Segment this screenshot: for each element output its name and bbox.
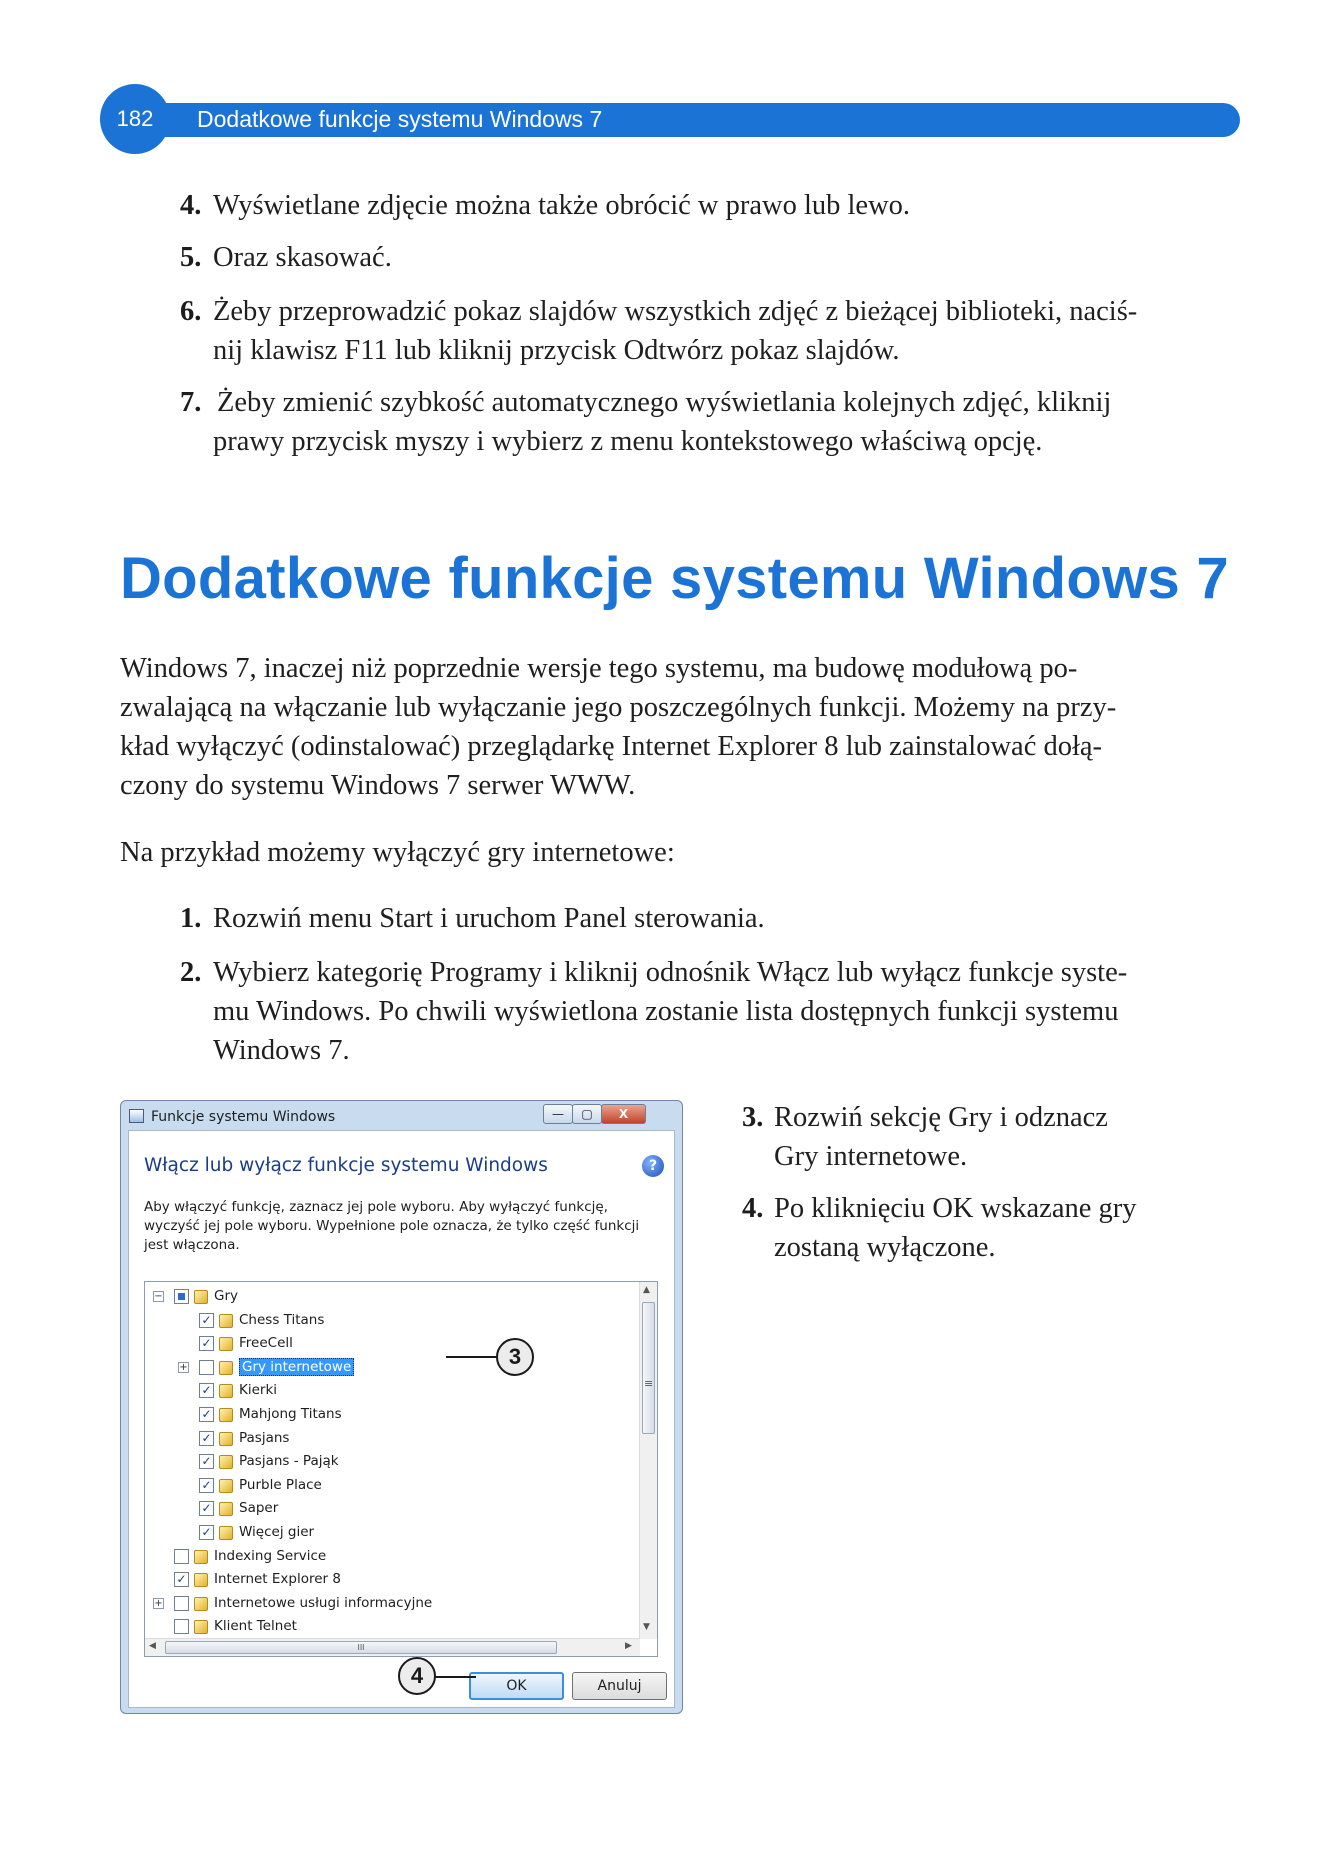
step-number: 1. xyxy=(180,903,202,934)
tree-row[interactable] xyxy=(145,1380,635,1402)
step-line: Windows 7. xyxy=(213,1035,350,1066)
folder-icon xyxy=(219,1337,233,1351)
step-line: nij klawisz F11 lub kliknij przycisk Odtwórz pokaz slajdów. xyxy=(213,335,900,366)
step-text xyxy=(774,1098,1108,1176)
description-line: Aby włączyć funkcję, zaznacz jej pole wyboru. Aby wyłączyć funkcję, xyxy=(144,1199,608,1215)
tree-row[interactable] xyxy=(145,1569,635,1591)
tree-row[interactable] xyxy=(145,1616,635,1638)
feature-checkbox[interactable] xyxy=(174,1619,189,1634)
feature-label[interactable]: Indexing Service xyxy=(214,1547,327,1564)
step-line: Po kliknięciu OK wskazane gry xyxy=(774,1193,1137,1224)
tree-row[interactable] xyxy=(145,1475,635,1497)
step-line: Rozwiń menu Start i uruchom Panel sterowania. xyxy=(213,903,765,934)
horizontal-scroll-thumb[interactable]: III xyxy=(165,1641,557,1654)
callout-leader-line xyxy=(446,1356,498,1358)
step-line: Wybierz kategorię Programy i kliknij odnośnik Włącz lub wyłącz funkcje syste- xyxy=(213,957,1128,988)
maximize-button[interactable]: ▢ xyxy=(572,1104,602,1124)
step-number: 4. xyxy=(742,1193,764,1224)
step-line: mu Windows. Po chwili wyświetlona zostanie lista dostępnych funkcji systemu xyxy=(213,996,1119,1027)
tree-row[interactable] xyxy=(145,1546,635,1568)
step-number: 6. xyxy=(180,296,202,327)
scroll-up-arrow-icon[interactable]: ▲ xyxy=(643,1285,650,1295)
paragraph-line: kład wyłączyć (odinstalować) przeglądarkę Internet Explorer 8 lub zainstalować dołą- xyxy=(120,731,1103,762)
close-button[interactable]: X xyxy=(601,1104,646,1124)
paragraph-line: Windows 7, inaczej niż poprzednie wersje tego systemu, ma budowę modułową po- xyxy=(120,653,1078,684)
windows-features-dialog xyxy=(120,1100,683,1714)
feature-checkbox[interactable]: ✓ xyxy=(199,1525,214,1540)
tree-row[interactable] xyxy=(145,1498,635,1520)
tree-row[interactable] xyxy=(145,1404,635,1426)
tree-row[interactable] xyxy=(145,1593,635,1615)
step-number: 4. xyxy=(180,190,202,221)
step-text xyxy=(213,186,910,225)
feature-label[interactable]: Gry xyxy=(214,1288,239,1304)
feature-label[interactable]: Saper xyxy=(239,1500,279,1517)
folder-icon xyxy=(219,1432,233,1446)
collapse-icon[interactable]: − xyxy=(154,1291,163,1302)
section-title: Dodatkowe funkcje systemu Windows 7 xyxy=(120,546,1229,611)
feature-checkbox[interactable] xyxy=(174,1549,189,1564)
folder-icon xyxy=(194,1620,208,1634)
callout-marker: 3 xyxy=(496,1338,534,1376)
feature-checkbox[interactable]: ✓ xyxy=(174,1572,189,1587)
scroll-down-arrow-icon[interactable]: ▼ xyxy=(643,1622,650,1632)
folder-icon xyxy=(194,1573,208,1587)
description-line: wyczyść jej pole wyboru. Wypełnione pole oznacza, że tylko część funkcji xyxy=(144,1218,640,1234)
folder-icon xyxy=(194,1290,208,1304)
description-line: jest włączona. xyxy=(144,1237,240,1253)
feature-label[interactable]: Gry internetowe xyxy=(239,1358,354,1376)
vertical-scrollbar[interactable] xyxy=(639,1282,657,1639)
feature-label[interactable]: Purble Place xyxy=(239,1476,322,1493)
step-text xyxy=(774,1189,1137,1267)
tree-row[interactable] xyxy=(145,1310,635,1332)
step-line: Żeby przeprowadzić pokaz slajdów wszystkich zdjęć z bieżącej biblioteki, naciś- xyxy=(213,296,1138,327)
tree-row[interactable] xyxy=(145,1451,635,1473)
callout-leader-line xyxy=(434,1676,476,1678)
step-number: 5. xyxy=(180,242,202,273)
tree-row[interactable] xyxy=(145,1428,635,1450)
step-number: 2. xyxy=(180,957,202,988)
expand-icon[interactable]: + xyxy=(179,1361,188,1373)
folder-icon xyxy=(194,1550,208,1564)
feature-label[interactable]: Chess Titans xyxy=(239,1311,325,1328)
scroll-right-arrow-icon[interactable]: ▶ xyxy=(625,1641,632,1651)
dialog-content xyxy=(128,1130,675,1708)
step-text xyxy=(213,292,1137,370)
horizontal-scrollbar[interactable] xyxy=(145,1638,640,1656)
step-line: prawy przycisk myszy i wybierz z menu kontekstowego właściwą opcję. xyxy=(213,426,1043,457)
dialog-description xyxy=(144,1198,639,1255)
dialog-heading: Włącz lub wyłącz funkcje systemu Windows xyxy=(144,1155,548,1176)
feature-label[interactable]: Mahjong Titans xyxy=(239,1406,342,1422)
feature-checkbox[interactable]: ✓ xyxy=(199,1383,214,1398)
feature-label[interactable]: Kierki xyxy=(239,1382,278,1399)
scroll-grip-icon: ≡ xyxy=(644,1377,654,1390)
features-tree[interactable] xyxy=(144,1281,658,1657)
feature-label[interactable]: Internet Explorer 8 xyxy=(214,1571,341,1588)
help-icon[interactable]: ? xyxy=(642,1155,664,1177)
paragraph-line: czony do systemu Windows 7 serwer WWW. xyxy=(120,770,636,801)
running-title: Dodatkowe funkcje systemu Windows 7 xyxy=(197,106,603,132)
step-number: 7. xyxy=(180,387,202,418)
feature-label[interactable]: Klient Telnet xyxy=(214,1618,297,1635)
dialog-titlebar[interactable] xyxy=(121,1101,682,1129)
tree-row[interactable] xyxy=(145,1522,635,1544)
minimize-button[interactable]: — xyxy=(543,1104,573,1124)
feature-checkbox[interactable]: ✓ xyxy=(199,1407,214,1422)
feature-checkbox[interactable] xyxy=(174,1596,189,1611)
paragraph-line: zwalającą na włączanie lub wyłączanie jego poszczególnych funkcji. Możemy na przy- xyxy=(120,692,1117,723)
step-text xyxy=(213,383,1112,461)
folder-icon xyxy=(219,1479,233,1493)
feature-label[interactable]: Pasjans - Pająk xyxy=(239,1453,339,1470)
folder-icon xyxy=(219,1384,233,1398)
step-text xyxy=(213,899,765,938)
dialog-title: Funkcje systemu Windows xyxy=(151,1109,336,1125)
step-line: zostaną wyłączone. xyxy=(774,1232,996,1263)
tree-row[interactable] xyxy=(145,1333,635,1355)
feature-checkbox[interactable]: ✓ xyxy=(199,1336,214,1351)
example-line: Na przykład możemy wyłączyć gry internetowe: xyxy=(120,837,675,868)
step-line: Gry internetowe. xyxy=(774,1141,968,1172)
feature-checkbox[interactable]: ✓ xyxy=(199,1478,214,1493)
feature-checkbox[interactable]: ✓ xyxy=(199,1431,214,1446)
tree-row[interactable] xyxy=(145,1286,635,1308)
expand-icon[interactable]: + xyxy=(154,1597,163,1609)
folder-icon xyxy=(219,1408,233,1422)
step-line: Żeby zmienić szybkość automatycznego wyświetlania kolejnych zdjęć, kliknij xyxy=(217,387,1112,418)
folder-icon xyxy=(219,1502,233,1516)
feature-checkbox[interactable] xyxy=(199,1360,214,1375)
step-number: 3. xyxy=(742,1102,764,1133)
feature-checkbox[interactable]: ✓ xyxy=(199,1313,214,1328)
feature-checkbox[interactable]: ✓ xyxy=(199,1454,214,1469)
folder-icon xyxy=(219,1526,233,1540)
ok-button[interactable]: OK xyxy=(469,1672,564,1700)
feature-label[interactable]: Pasjans xyxy=(239,1429,290,1446)
app-window-icon xyxy=(129,1109,144,1123)
callout-marker: 4 xyxy=(398,1657,436,1695)
feature-label[interactable]: Więcej gier xyxy=(239,1524,315,1540)
intro-paragraph xyxy=(120,649,1116,805)
step-line: Oraz skasować. xyxy=(213,242,392,273)
step-line: Wyświetlane zdjęcie można także obrócić w prawo lub lewo. xyxy=(213,190,911,221)
folder-icon xyxy=(219,1455,233,1469)
folder-icon xyxy=(219,1361,233,1375)
page-number: 182 xyxy=(116,106,154,131)
folder-icon xyxy=(194,1597,208,1611)
feature-checkbox[interactable]: ✓ xyxy=(199,1501,214,1516)
feature-label[interactable]: FreeCell xyxy=(239,1335,293,1352)
feature-label[interactable]: Internetowe usługi informacyjne xyxy=(214,1594,433,1611)
vertical-scroll-thumb[interactable] xyxy=(642,1302,655,1434)
step-text xyxy=(213,953,1127,1070)
feature-checkbox[interactable] xyxy=(174,1289,189,1304)
folder-icon xyxy=(219,1314,233,1328)
tree-row[interactable] xyxy=(145,1357,635,1379)
cancel-button[interactable]: Anuluj xyxy=(572,1672,667,1700)
step-text xyxy=(213,238,392,277)
scroll-left-arrow-icon[interactable]: ◀ xyxy=(149,1641,156,1651)
step-line: Rozwiń sekcję Gry i odznacz xyxy=(774,1102,1108,1133)
